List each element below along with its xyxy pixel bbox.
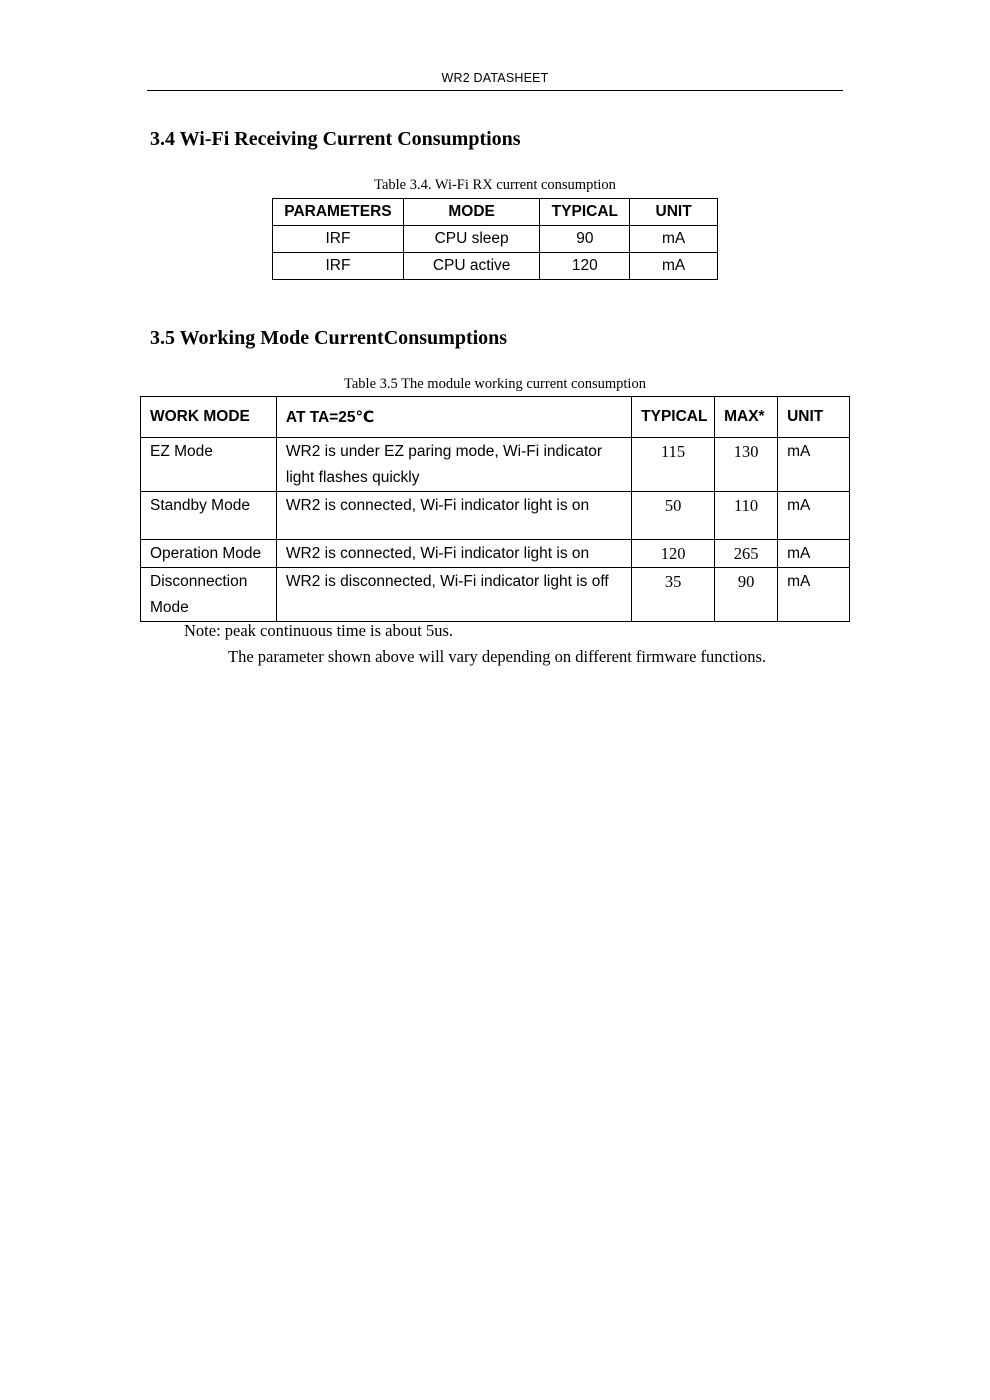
cell-unit: mA: [630, 253, 718, 280]
cell-typical: 50: [632, 492, 715, 540]
cell-typical: 120: [632, 540, 715, 568]
column-header-parameters: PARAMETERS: [273, 199, 404, 226]
working-mode-current-table: [140, 396, 850, 622]
column-header-max: MAX*: [715, 397, 778, 438]
column-header-condition: AT TA=25℃: [276, 397, 631, 438]
table-row: [273, 226, 718, 253]
cell-description: WR2 is disconnected, Wi-Fi indicator light is off: [276, 568, 631, 622]
column-header-work-mode: WORK MODE: [141, 397, 277, 438]
cell-unit: mA: [630, 226, 718, 253]
section-heading-3-4: 3.4 Wi-Fi Receiving Current Consumptions: [150, 128, 521, 150]
table-row: [273, 253, 718, 280]
column-header-typical: TYPICAL: [540, 199, 630, 226]
cell-description: WR2 is connected, Wi-Fi indicator light is on: [276, 492, 631, 540]
cell-parameter: IRF: [273, 226, 404, 253]
cell-max: 265: [715, 540, 778, 568]
cell-parameter: IRF: [273, 253, 404, 280]
cell-work-mode: Standby Mode: [141, 492, 277, 540]
cell-typical: 35: [632, 568, 715, 622]
cell-max: 110: [715, 492, 778, 540]
note-peak-time: Note: peak continuous time is about 5us.: [184, 621, 454, 640]
table-caption-3-4: Table 3.4. Wi-Fi RX current consumption: [374, 177, 616, 193]
cell-max: 130: [715, 438, 778, 492]
table-row: [141, 540, 850, 568]
table-row: [141, 438, 850, 492]
column-header-typical: TYPICAL: [632, 397, 715, 438]
cell-unit: mA: [778, 568, 850, 622]
cell-max: 90: [715, 568, 778, 622]
section-heading-3-5: 3.5 Working Mode CurrentConsumptions: [150, 327, 508, 349]
column-header-unit: UNIT: [778, 397, 850, 438]
cell-unit: mA: [778, 492, 850, 540]
cell-mode: CPU active: [403, 253, 540, 280]
note-firmware-variation: The parameter shown above will vary depending on different firmware functions.: [228, 647, 767, 666]
table-header-row: [273, 199, 718, 226]
table-row: [141, 568, 850, 622]
cell-unit: mA: [778, 438, 850, 492]
header-divider: [147, 90, 843, 91]
column-header-mode: MODE: [403, 199, 540, 226]
table-row: [141, 492, 850, 540]
cell-typical: 90: [540, 226, 630, 253]
table-header-row: [141, 397, 850, 438]
cell-typical: 120: [540, 253, 630, 280]
table-caption-3-5: Table 3.5 The module working current consumption: [344, 376, 646, 392]
cell-work-mode: Disconnection Mode: [141, 568, 277, 622]
cell-work-mode: Operation Mode: [141, 540, 277, 568]
page-header-title: WR2 DATASHEET: [441, 71, 549, 85]
cell-unit: mA: [778, 540, 850, 568]
column-header-unit: UNIT: [630, 199, 718, 226]
cell-typical: 115: [632, 438, 715, 492]
cell-description: WR2 is under EZ paring mode, Wi-Fi indicator light flashes quickly: [276, 438, 631, 492]
cell-description: WR2 is connected, Wi-Fi indicator light is on: [276, 540, 631, 568]
rx-current-table: [272, 198, 718, 280]
cell-work-mode: EZ Mode: [141, 438, 277, 492]
cell-mode: CPU sleep: [403, 226, 540, 253]
